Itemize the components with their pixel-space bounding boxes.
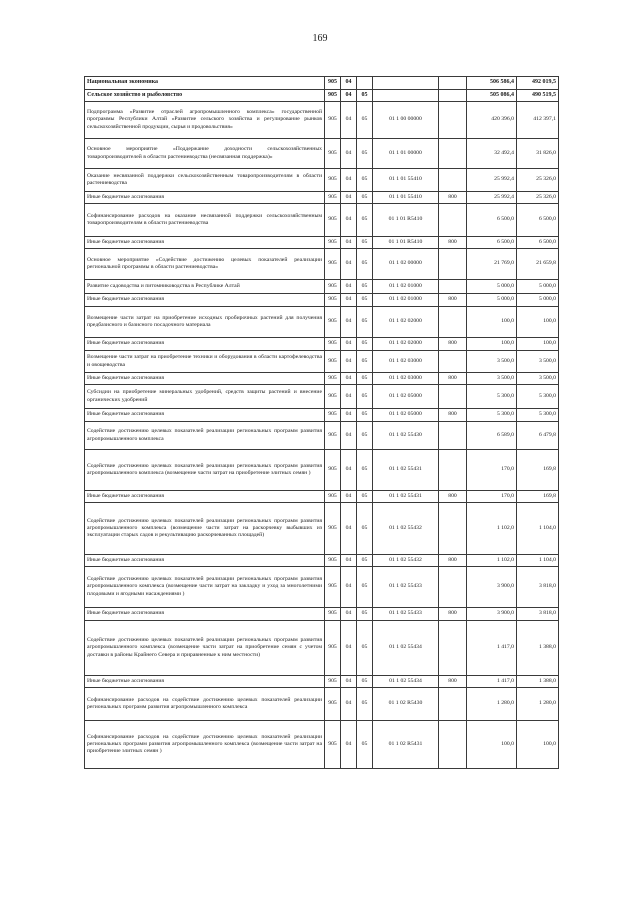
amount-year1-cell: 100,0	[467, 721, 517, 769]
subsection-code-cell: 05	[357, 338, 373, 351]
section-code-cell: 04	[341, 503, 357, 555]
section-code-cell: 04	[341, 294, 357, 307]
target-article-cell: 01 1 02 55430	[373, 422, 439, 450]
ministry-code-cell: 905	[325, 450, 341, 491]
table-row	[85, 280, 559, 294]
table-row	[85, 204, 559, 237]
amount-year1-cell: 170,0	[467, 450, 517, 491]
amount-year2-cell: 6 479,8	[517, 422, 559, 450]
amount-year2-cell: 3 500,0	[517, 351, 559, 373]
amount-year2-cell: 25 326,0	[517, 192, 559, 204]
ministry-code-cell: 905	[325, 409, 341, 422]
table-row	[85, 102, 559, 139]
row-name-cell: Иные бюджетные ассигнования	[85, 294, 325, 307]
subsection-code-cell: 05	[357, 373, 373, 385]
table-row	[85, 338, 559, 351]
table-row	[85, 555, 559, 567]
section-code-cell: 04	[341, 351, 357, 373]
section-code-cell: 04	[341, 450, 357, 491]
page-number: 169	[312, 33, 328, 44]
amount-year1-cell: 5 000,0	[467, 294, 517, 307]
table-row	[85, 676, 559, 688]
ministry-code-cell: 905	[325, 280, 341, 294]
target-article-cell: 01 1 01 00000	[373, 139, 439, 169]
amount-year2-cell: 31 826,0	[517, 139, 559, 169]
expense-type-cell	[439, 307, 467, 338]
subsection-code-cell: 05	[357, 249, 373, 280]
section-code-cell: 04	[341, 307, 357, 338]
table-row	[85, 139, 559, 169]
amount-year2-cell: 5 300,0	[517, 409, 559, 422]
row-name-cell: Иные бюджетные ассигнования	[85, 555, 325, 567]
section-code-cell: 04	[341, 373, 357, 385]
section-code-cell: 04	[341, 192, 357, 204]
row-name-cell: Иные бюджетные ассигнования	[85, 608, 325, 621]
ministry-code-cell: 905	[325, 169, 341, 192]
amount-year2-cell: 492 019,5	[517, 77, 559, 90]
target-article-cell	[373, 90, 439, 102]
target-article-cell: 01 1 02 05000	[373, 385, 439, 409]
section-code-cell: 04	[341, 169, 357, 192]
target-article-cell: 01 1 02 55431	[373, 491, 439, 503]
row-name-cell: Иные бюджетные ассигнования	[85, 237, 325, 249]
ministry-code-cell: 905	[325, 237, 341, 249]
section-code-cell: 04	[341, 422, 357, 450]
subsection-code-cell: 05	[357, 192, 373, 204]
target-article-cell: 01 1 02 02000	[373, 307, 439, 338]
table-row	[85, 90, 559, 102]
section-code-cell: 04	[341, 280, 357, 294]
row-name-cell: Подпрограмма «Развитие отраслей агропромышленного комплекса» государственной программы Республики Алтай «Развитие сельского хозяйства и регулирование рынков сельскохозяйственной продукции, сырья и продовольствия»	[85, 102, 325, 139]
expense-type-cell	[439, 249, 467, 280]
amount-year1-cell: 6 589,0	[467, 422, 517, 450]
expense-type-cell	[439, 503, 467, 555]
row-name-cell: Содействие достижению целевых показателей реализации региональных программ развития агропромышленного комплекса (возмещение части затрат на приобретение элитных семян )	[85, 450, 325, 491]
amount-year2-cell: 3 500,0	[517, 373, 559, 385]
row-name-cell: Развитие садоводства и питомниководства в Республике Алтай	[85, 280, 325, 294]
row-name-cell: Содействие достижению целевых показателей реализации региональных программ развития агропромышленного комплекса	[85, 422, 325, 450]
amount-year1-cell: 32 492,4	[467, 139, 517, 169]
subsection-code-cell: 05	[357, 503, 373, 555]
table-row	[85, 307, 559, 338]
amount-year2-cell: 100,0	[517, 338, 559, 351]
row-name-cell: Национальная экономика	[85, 77, 325, 90]
section-code-cell: 04	[341, 249, 357, 280]
row-name-cell: Основное мероприятие «Содействие достижению целевых показателей реализации региональной программы в области растениеводства»	[85, 249, 325, 280]
subsection-code-cell: 05	[357, 385, 373, 409]
row-name-cell: Софинансирование расходов на оказание несвязанной поддержки сельскохозяйственным товаропроизводителям в области растениеводства	[85, 204, 325, 237]
subsection-code-cell: 05	[357, 280, 373, 294]
section-code-cell: 04	[341, 688, 357, 721]
ministry-code-cell: 905	[325, 139, 341, 169]
table-row	[85, 491, 559, 503]
section-code-cell: 04	[341, 139, 357, 169]
subsection-code-cell: 05	[357, 237, 373, 249]
ministry-code-cell: 905	[325, 676, 341, 688]
amount-year2-cell: 5 300,0	[517, 385, 559, 409]
budget-table	[84, 76, 559, 769]
amount-year2-cell: 169,8	[517, 450, 559, 491]
target-article-cell: 01 1 02 01000	[373, 294, 439, 307]
amount-year1-cell: 5 300,0	[467, 409, 517, 422]
target-article-cell: 01 1 02 55432	[373, 555, 439, 567]
section-code-cell: 04	[341, 491, 357, 503]
expense-type-cell	[439, 280, 467, 294]
amount-year1-cell: 3 900,0	[467, 608, 517, 621]
amount-year1-cell: 1 102,0	[467, 555, 517, 567]
expense-type-cell	[439, 351, 467, 373]
table-row	[85, 77, 559, 90]
amount-year2-cell: 100,0	[517, 307, 559, 338]
expense-type-cell: 800	[439, 676, 467, 688]
table-row	[85, 608, 559, 621]
row-name-cell: Иные бюджетные ассигнования	[85, 338, 325, 351]
target-article-cell: 01 1 02 05000	[373, 409, 439, 422]
subsection-code-cell: 05	[357, 169, 373, 192]
table-row	[85, 450, 559, 491]
amount-year2-cell: 6 500,0	[517, 204, 559, 237]
target-article-cell: 01 1 02 R5431	[373, 721, 439, 769]
target-article-cell: 01 1 01 55410	[373, 192, 439, 204]
amount-year2-cell: 1 104,0	[517, 503, 559, 555]
row-name-cell: Иные бюджетные ассигнования	[85, 373, 325, 385]
row-name-cell: Иные бюджетные ассигнования	[85, 192, 325, 204]
amount-year1-cell: 506 586,4	[467, 77, 517, 90]
section-code-cell: 04	[341, 608, 357, 621]
target-article-cell: 01 1 02 01000	[373, 280, 439, 294]
target-article-cell: 01 1 02 R5430	[373, 688, 439, 721]
target-article-cell: 01 1 02 03000	[373, 351, 439, 373]
target-article-cell: 01 1 02 55433	[373, 567, 439, 608]
amount-year1-cell: 5 300,0	[467, 385, 517, 409]
target-article-cell	[373, 77, 439, 90]
amount-year2-cell: 25 326,0	[517, 169, 559, 192]
ministry-code-cell: 905	[325, 307, 341, 338]
subsection-code-cell: 05	[357, 307, 373, 338]
ministry-code-cell: 905	[325, 249, 341, 280]
expense-type-cell: 800	[439, 294, 467, 307]
amount-year2-cell: 412 397,1	[517, 102, 559, 139]
section-code-cell: 04	[341, 555, 357, 567]
ministry-code-cell: 905	[325, 688, 341, 721]
row-name-cell: Иные бюджетные ассигнования	[85, 676, 325, 688]
ministry-code-cell: 905	[325, 621, 341, 676]
amount-year1-cell: 6 500,0	[467, 204, 517, 237]
subsection-code-cell: 05	[357, 621, 373, 676]
target-article-cell: 01 1 01 R5410	[373, 237, 439, 249]
expense-type-cell	[439, 169, 467, 192]
amount-year1-cell: 1 280,0	[467, 688, 517, 721]
expense-type-cell	[439, 139, 467, 169]
expense-type-cell: 800	[439, 338, 467, 351]
amount-year1-cell: 100,0	[467, 307, 517, 338]
subsection-code-cell: 05	[357, 491, 373, 503]
ministry-code-cell: 905	[325, 503, 341, 555]
table-row	[85, 422, 559, 450]
table-row	[85, 688, 559, 721]
row-name-cell: Иные бюджетные ассигнования	[85, 409, 325, 422]
section-code-cell: 04	[341, 90, 357, 102]
subsection-code-cell: 05	[357, 294, 373, 307]
target-article-cell: 01 1 02 02000	[373, 338, 439, 351]
ministry-code-cell: 905	[325, 351, 341, 373]
row-name-cell: Содействие достижению целевых показателей реализации региональных программ развития агропромышленного комплекса (возмещение части затрат на приобретение семян с учетом доставки в районы Крайнего Севера и приравненные к ним местности)	[85, 621, 325, 676]
subsection-code-cell	[357, 77, 373, 90]
subsection-code-cell: 05	[357, 409, 373, 422]
table-row	[85, 567, 559, 608]
ministry-code-cell: 905	[325, 102, 341, 139]
amount-year1-cell: 5 000,0	[467, 280, 517, 294]
subsection-code-cell: 05	[357, 450, 373, 491]
table-row	[85, 249, 559, 280]
subsection-code-cell: 05	[357, 721, 373, 769]
amount-year2-cell: 490 519,5	[517, 90, 559, 102]
table-row	[85, 503, 559, 555]
amount-year2-cell: 1 280,0	[517, 688, 559, 721]
ministry-code-cell: 905	[325, 422, 341, 450]
section-code-cell: 04	[341, 237, 357, 249]
ministry-code-cell: 905	[325, 385, 341, 409]
subsection-code-cell: 05	[357, 555, 373, 567]
amount-year2-cell: 100,0	[517, 721, 559, 769]
amount-year1-cell: 505 086,4	[467, 90, 517, 102]
target-article-cell: 01 1 02 55432	[373, 503, 439, 555]
table-row	[85, 351, 559, 373]
expense-type-cell: 800	[439, 608, 467, 621]
expense-type-cell	[439, 204, 467, 237]
amount-year1-cell: 21 769,0	[467, 249, 517, 280]
expense-type-cell: 800	[439, 237, 467, 249]
target-article-cell: 01 1 02 55433	[373, 608, 439, 621]
target-article-cell: 01 1 02 55434	[373, 676, 439, 688]
amount-year1-cell: 3 500,0	[467, 351, 517, 373]
target-article-cell: 01 1 01 R5410	[373, 204, 439, 237]
table-row	[85, 192, 559, 204]
amount-year1-cell: 6 500,0	[467, 237, 517, 249]
amount-year2-cell: 1 104,0	[517, 555, 559, 567]
target-article-cell: 01 1 00 00000	[373, 102, 439, 139]
row-name-cell: Софинансирование расходов на содействие достижению целевых показателей реализации региональных программ развития агропромышленного комплекса (возмещение части затрат на приобретение элитных семян )	[85, 721, 325, 769]
row-name-cell: Содействие достижению целевых показателей реализации региональных программ развития агропромышленного комплекса (возмещение части затрат на раскорчевку выбывших из эксплуатации старых садов и рекультивацию раскорчеванных площадей)	[85, 503, 325, 555]
expense-type-cell: 800	[439, 491, 467, 503]
row-name-cell: Содействие достижению целевых показателей реализации региональных программ развития агропромышленного комплекса (возмещение части затрат на закладку и уход за многолетними плодовыми и ягодными насаждениями )	[85, 567, 325, 608]
subsection-code-cell: 05	[357, 688, 373, 721]
amount-year2-cell: 169,8	[517, 491, 559, 503]
section-code-cell: 04	[341, 338, 357, 351]
amount-year2-cell: 21 659,8	[517, 249, 559, 280]
subsection-code-cell: 05	[357, 608, 373, 621]
subsection-code-cell: 05	[357, 90, 373, 102]
amount-year1-cell: 25 992,4	[467, 192, 517, 204]
amount-year1-cell: 1 417,0	[467, 676, 517, 688]
section-code-cell: 04	[341, 77, 357, 90]
subsection-code-cell: 05	[357, 139, 373, 169]
section-code-cell: 04	[341, 721, 357, 769]
ministry-code-cell: 905	[325, 373, 341, 385]
expense-type-cell	[439, 102, 467, 139]
section-code-cell: 04	[341, 204, 357, 237]
expense-type-cell	[439, 385, 467, 409]
row-name-cell: Основное мероприятие «Поддержание доходности сельскохозяйственных товаропроизводителей в области растениеводства (несвязанная поддержка)»	[85, 139, 325, 169]
ministry-code-cell: 905	[325, 338, 341, 351]
ministry-code-cell: 905	[325, 77, 341, 90]
amount-year1-cell: 1 102,0	[467, 503, 517, 555]
expense-type-cell: 800	[439, 409, 467, 422]
ministry-code-cell: 905	[325, 608, 341, 621]
target-article-cell: 01 1 02 55431	[373, 450, 439, 491]
section-code-cell: 04	[341, 621, 357, 676]
table-row	[85, 237, 559, 249]
target-article-cell: 01 1 01 55410	[373, 169, 439, 192]
amount-year1-cell: 1 417,0	[467, 621, 517, 676]
ministry-code-cell: 905	[325, 721, 341, 769]
amount-year2-cell: 6 500,0	[517, 237, 559, 249]
target-article-cell: 01 1 02 03000	[373, 373, 439, 385]
section-code-cell: 04	[341, 385, 357, 409]
table-row	[85, 621, 559, 676]
expense-type-cell: 800	[439, 555, 467, 567]
row-name-cell: Иные бюджетные ассигнования	[85, 491, 325, 503]
amount-year2-cell: 5 000,0	[517, 280, 559, 294]
subsection-code-cell: 05	[357, 676, 373, 688]
amount-year1-cell: 25 992,4	[467, 169, 517, 192]
amount-year1-cell: 3 500,0	[467, 373, 517, 385]
amount-year1-cell: 3 900,0	[467, 567, 517, 608]
target-article-cell: 01 1 02 55434	[373, 621, 439, 676]
expense-type-cell	[439, 77, 467, 90]
row-name-cell: Возмещение части затрат на приобретение техники и оборудования в области картофелеводства и овощеводства	[85, 351, 325, 373]
ministry-code-cell: 905	[325, 567, 341, 608]
budget-table-body	[85, 77, 559, 769]
subsection-code-cell: 05	[357, 567, 373, 608]
section-code-cell: 04	[341, 567, 357, 608]
table-row	[85, 169, 559, 192]
expense-type-cell	[439, 567, 467, 608]
table-row	[85, 721, 559, 769]
table-row	[85, 385, 559, 409]
expense-type-cell	[439, 450, 467, 491]
ministry-code-cell: 905	[325, 294, 341, 307]
amount-year2-cell: 5 000,0	[517, 294, 559, 307]
table-row	[85, 409, 559, 422]
expense-type-cell	[439, 688, 467, 721]
expense-type-cell	[439, 90, 467, 102]
amount-year1-cell: 420 396,0	[467, 102, 517, 139]
row-name-cell: Оказание несвязанной поддержки сельскохозяйственным товаропроизводителям в области растениеводства	[85, 169, 325, 192]
subsection-code-cell: 05	[357, 102, 373, 139]
row-name-cell: Сельское хозяйство и рыболовство	[85, 90, 325, 102]
ministry-code-cell: 905	[325, 491, 341, 503]
section-code-cell: 04	[341, 409, 357, 422]
ministry-code-cell: 905	[325, 204, 341, 237]
target-article-cell: 01 1 02 00000	[373, 249, 439, 280]
amount-year2-cell: 3 818,0	[517, 567, 559, 608]
row-name-cell: Субсидии на приобретение минеральных удобрений, средств защиты растений и внесение органических удобрений	[85, 385, 325, 409]
ministry-code-cell: 905	[325, 192, 341, 204]
table-row	[85, 294, 559, 307]
table-row	[85, 373, 559, 385]
expense-type-cell: 800	[439, 373, 467, 385]
amount-year2-cell: 1 388,0	[517, 676, 559, 688]
amount-year2-cell: 3 818,0	[517, 608, 559, 621]
subsection-code-cell: 05	[357, 204, 373, 237]
section-code-cell: 04	[341, 102, 357, 139]
row-name-cell: Возмещение части затрат на приобретение исходных пробирочных растений для получения предбазисного и базисного посадочного материала	[85, 307, 325, 338]
ministry-code-cell: 905	[325, 555, 341, 567]
amount-year2-cell: 1 388,0	[517, 621, 559, 676]
ministry-code-cell: 905	[325, 90, 341, 102]
expense-type-cell	[439, 721, 467, 769]
section-code-cell: 04	[341, 676, 357, 688]
amount-year1-cell: 100,0	[467, 338, 517, 351]
row-name-cell: Софинансирование расходов на содействие достижению целевых показателей реализации региональных программ развития агропромышленного комплекса	[85, 688, 325, 721]
expense-type-cell	[439, 621, 467, 676]
expense-type-cell: 800	[439, 192, 467, 204]
amount-year1-cell: 170,0	[467, 491, 517, 503]
subsection-code-cell: 05	[357, 422, 373, 450]
expense-type-cell	[439, 422, 467, 450]
subsection-code-cell: 05	[357, 351, 373, 373]
